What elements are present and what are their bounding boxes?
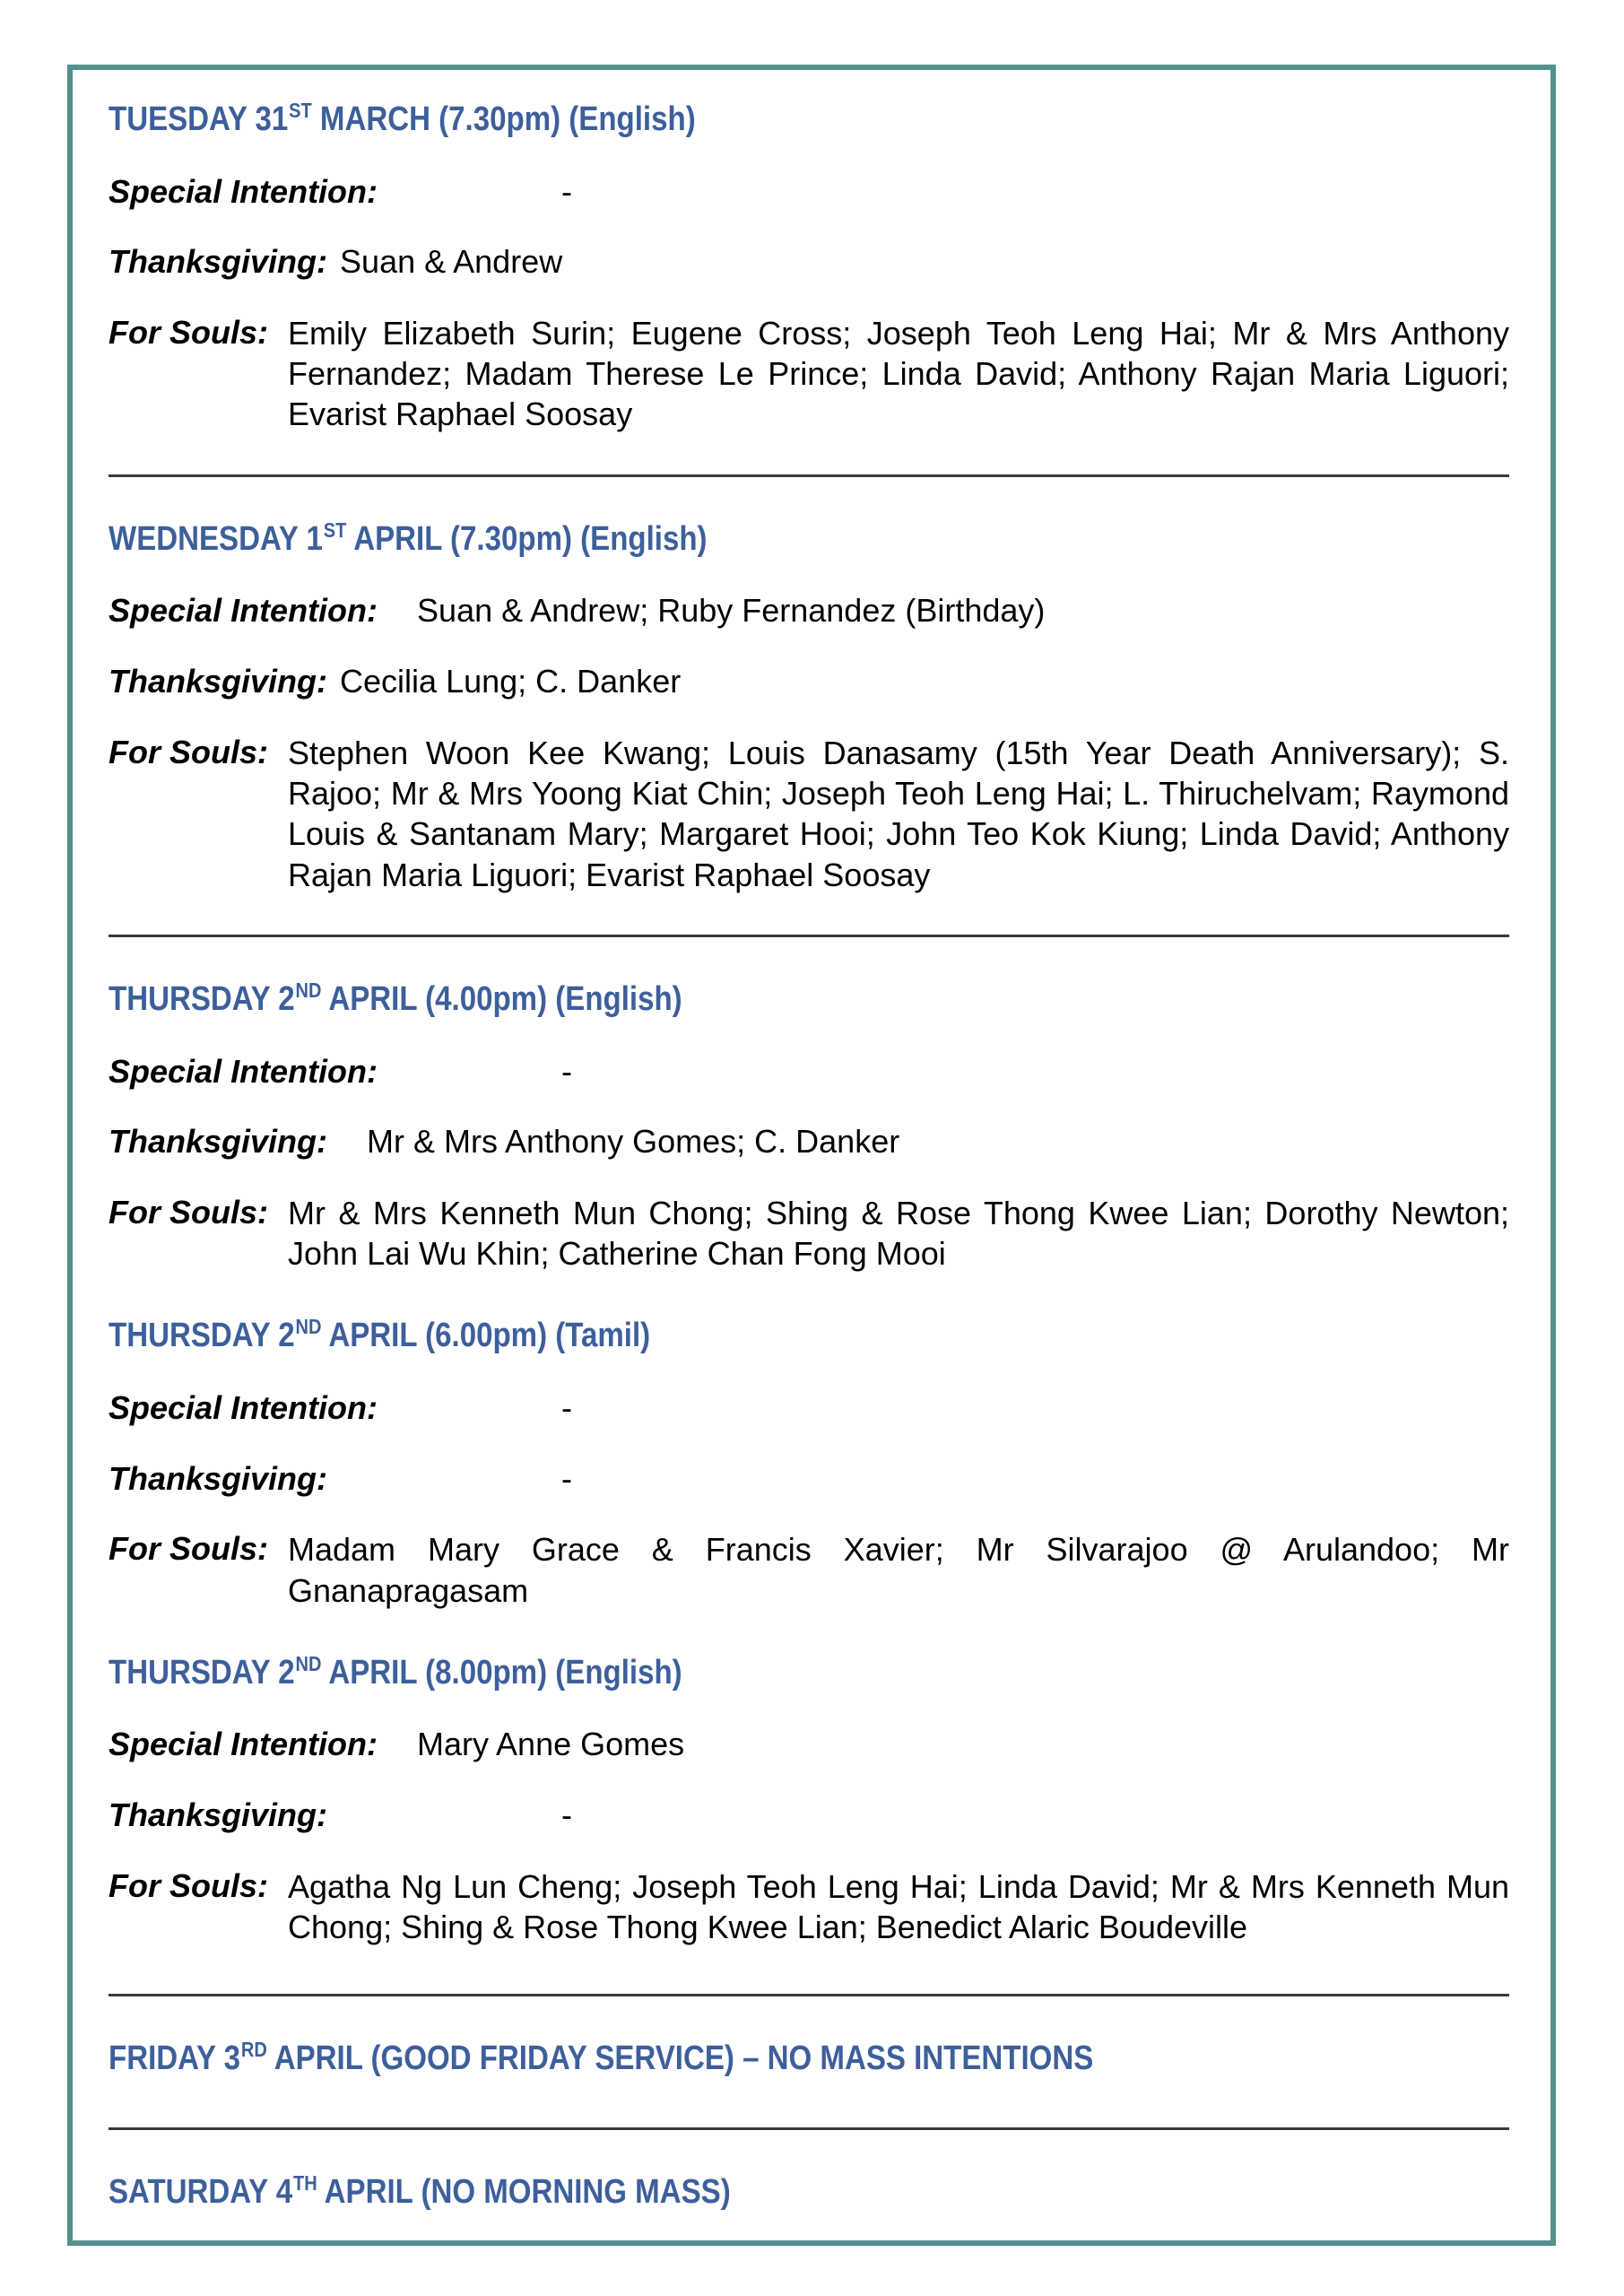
special-intention-value: - [561,172,572,210]
thanksgiving-row [109,1122,1509,1162]
special-intention-row [109,172,1509,213]
special-intention-label: Special Intention: [109,1052,378,1090]
section-heading [109,978,1327,1022]
heading-day: WEDNESDAY 1 [109,519,323,558]
heading-ordinal: TH [293,2170,317,2195]
for-souls-value: Stephen Woon Kee Kwang; Louis Danasamy (15th Year Death Anniversary); S. Rajoo; Mr & Mrs Yoong Kiat Chin; Joseph Teoh Leng Hai; L. Thiruchelvam; Raymond Louis & Santanam Mary; Margaret Hooi; John Teo Kok Kiung; Linda David; Anthony Rajan Maria Liguori; Evarist Raphael Soosay [288,734,1509,893]
for-souls-label: For Souls: [109,313,268,351]
heading-day: THURSDAY 2 [109,980,295,1019]
thanksgiving-value: Mr & Mrs Anthony Gomes; C. Danker [367,1123,900,1161]
for-souls-value: Emily Elizabeth Surin; Eugene Cross; Joseph Teoh Leng Hai; Mr & Mrs Anthony Fernandez; Madam Therese Le Prince; Linda David; Anthony Rajan Maria Liguori; Evarist Raphael Soosay [288,314,1509,433]
mass-section [109,99,1509,435]
section-heading [109,1652,1327,1695]
heading-rest: APRIL (7.30pm) (English) [346,519,708,558]
special-intention-row [109,1725,1509,1765]
thanksgiving-label: Thanksgiving: [109,662,328,700]
heading-rest: APRIL (NO MORNING MASS) [317,2172,731,2211]
thanksgiving-row [109,242,1509,283]
heading-rest: MARCH (7.30pm) (English) [311,100,696,138]
thanksgiving-row [109,1459,1509,1500]
thanksgiving-value: Cecilia Lung; C. Danker [340,662,682,700]
for-souls-row [109,313,1509,435]
heading-ordinal: ST [323,517,347,542]
mass-section [109,978,1509,1274]
heading-day: SATURDAY 4 [109,2172,293,2211]
section-heading [109,1315,1327,1358]
heading-rest: APRIL (GOOD FRIDAY SERVICE) – NO MASS INTENTIONS [266,2039,1094,2078]
thanksgiving-row [109,662,1509,702]
heading-rest: APRIL (4.00pm) (English) [321,980,682,1019]
for-souls-row [109,1193,1509,1274]
section-heading [109,99,1327,142]
special-intention-value: Suan & Andrew; Ruby Fernandez (Birthday) [417,592,1046,630]
for-souls-value: Agatha Ng Lun Cheng; Joseph Teoh Leng Hai; Linda David; Mr & Mrs Kenneth Mun Chong; Shing & Rose Thong Kwee Lian; Benedict Alaric Boudeville [288,1867,1509,1946]
mass-section [109,2038,1509,2081]
for-souls-label: For Souls: [109,1193,268,1231]
heading-ordinal: ST [289,99,312,122]
special-intention-label: Special Intention: [109,1388,378,1426]
heading-day: THURSDAY 2 [109,1317,295,1355]
heading-ordinal: RD [240,2038,267,2062]
section-divider [109,2127,1509,2130]
for-souls-label: For Souls: [109,1866,268,1904]
mass-section [109,1315,1509,1610]
mass-section [109,1652,1509,1947]
for-souls-row [109,1866,1509,1948]
for-souls-row [109,733,1509,895]
for-souls-value: Madam Mary Grace & Francis Xavier; Mr Silvarajoo @ Arulandoo; Mr Gnanapragasam [288,1531,1509,1609]
section-heading [109,2171,1327,2214]
for-souls-row [109,1529,1509,1611]
heading-day: TUESDAY 31 [109,100,289,138]
mass-section [109,2171,1509,2214]
special-intention-row [109,591,1509,631]
special-intention-value: Mary Anne Gomes [417,1726,685,1763]
thanksgiving-value: - [561,1459,572,1497]
thanksgiving-label: Thanksgiving: [109,1459,328,1497]
heading-day: THURSDAY 2 [109,1653,295,1692]
mass-intentions-document [67,65,1556,2246]
for-souls-label: For Souls: [109,733,268,770]
section-heading [109,518,1327,561]
for-souls-value: Mr & Mrs Kenneth Mun Chong; Shing & Rose Thong Kwee Lian; Dorothy Newton; John Lai Wu Khin; Catherine Chan Fong Mooi [288,1194,1509,1273]
heading-ordinal: ND [295,1651,322,1675]
special-intention-value: - [561,1388,572,1426]
special-intention-row [109,1388,1509,1429]
section-divider [109,474,1509,477]
heading-day: FRIDAY 3 [109,2039,241,2078]
heading-ordinal: ND [295,1315,322,1339]
heading-rest: APRIL (8.00pm) (English) [321,1653,682,1692]
special-intention-label: Special Intention: [109,592,378,630]
thanksgiving-value: Suan & Andrew [340,243,563,281]
special-intention-row [109,1052,1509,1092]
thanksgiving-label: Thanksgiving: [109,243,328,281]
section-divider [109,1994,1509,1996]
section-divider [109,935,1509,937]
heading-rest: APRIL (6.00pm) (Tamil) [321,1317,651,1355]
heading-ordinal: ND [295,978,322,1003]
thanksgiving-value: - [561,1796,572,1834]
special-intention-value: - [561,1052,572,1090]
thanksgiving-label: Thanksgiving: [109,1796,328,1834]
special-intention-label: Special Intention: [109,172,378,210]
mass-section [109,518,1509,895]
thanksgiving-row [109,1796,1509,1836]
thanksgiving-label: Thanksgiving: [109,1123,328,1161]
section-heading [109,2038,1327,2081]
for-souls-label: For Souls: [109,1530,268,1568]
special-intention-label: Special Intention: [109,1726,378,1763]
